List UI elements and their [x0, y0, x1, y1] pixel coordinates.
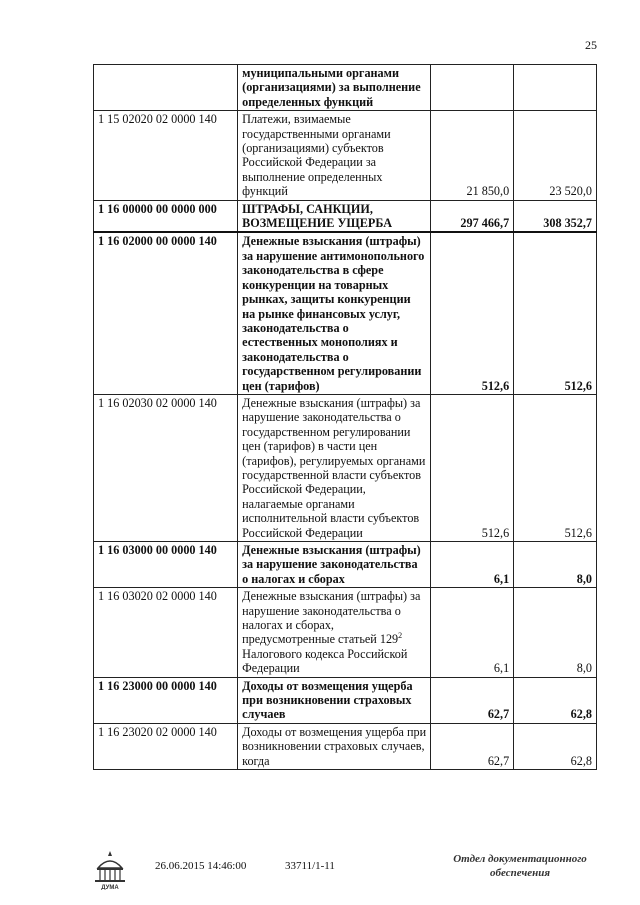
budget-code-cell: 1 15 02020 02 0000 140 — [94, 111, 238, 200]
budget-code-cell: 1 16 02030 02 0000 140 — [94, 394, 238, 541]
item-name-cell — [238, 677, 431, 723]
amount-2016-cell: 21 850,0 — [431, 111, 514, 200]
amount-2017-cell: 8,0 — [514, 588, 597, 677]
amount-2016-cell: 297 466,7 — [431, 200, 514, 232]
budget-code-cell: 1 16 02000 00 0000 140 — [94, 232, 238, 394]
item-name-tail: Налогового кодекса Российской Федерации — [242, 646, 408, 676]
table-row — [94, 677, 597, 723]
budget-code-cell: 1 16 03020 02 0000 140 — [94, 588, 238, 677]
dept-line-2: обеспечения — [489, 867, 550, 879]
department-stamp — [450, 852, 590, 880]
table-row — [94, 111, 597, 200]
table-row — [94, 588, 597, 677]
amount-2016-cell: 62,7 — [431, 677, 514, 723]
svg-text:ДУМА: ДУМА — [101, 885, 119, 890]
table-row — [94, 542, 597, 588]
amount-2017-cell: 62,8 — [514, 677, 597, 723]
amount-2016-cell: 512,6 — [431, 394, 514, 541]
item-name-text: Платежи, взимаемые государственными органами (организациями) субъектов Российской Федерации за выполнение определенных функций — [242, 112, 391, 199]
item-name-cell — [238, 111, 431, 200]
table-row — [94, 723, 597, 769]
table-row — [94, 232, 597, 394]
article-superscript: 2 — [398, 631, 403, 641]
amount-2017-cell: 8,0 — [514, 542, 597, 588]
item-name-cell — [238, 200, 431, 232]
amount-2017-cell: 512,6 — [514, 232, 597, 394]
item-name-text: Доходы от возмещения ущерба при возникновении страховых случаев, когда — [242, 724, 427, 768]
page-number: 25 — [585, 38, 597, 52]
item-name-cell — [238, 542, 431, 588]
amount-2016-cell: 6,1 — [431, 588, 514, 677]
table-row — [94, 65, 597, 111]
budget-table — [93, 64, 597, 770]
budget-code-cell: 1 16 03000 00 0000 140 — [94, 542, 238, 588]
item-name-text: Доходы от возмещения ущерба при возникновении страховых случаев — [242, 678, 413, 722]
footer-doc-id: 33711/1-11 — [285, 860, 335, 872]
item-name-cell — [238, 232, 431, 394]
amount-2016-cell — [431, 65, 514, 111]
amount-2016-cell: 6,1 — [431, 542, 514, 588]
budget-code-cell: 1 16 00000 00 0000 000 — [94, 200, 238, 232]
amount-2016-cell: 62,7 — [431, 723, 514, 769]
item-name-text: Денежные взыскания (штрафы) за нарушение законодательства о налогах и сборах — [242, 543, 421, 586]
amount-2017-cell — [514, 65, 597, 111]
dept-line-1: Отдел документационного — [453, 853, 587, 865]
item-name-cell — [238, 65, 431, 111]
table-row — [94, 394, 597, 541]
amount-2017-cell: 512,6 — [514, 394, 597, 541]
item-name-text: Денежные взыскания (штрафы) за нарушение законодательства о налогах и сборах, предусмотренные статьей 129 — [242, 589, 421, 647]
item-name-text: Денежные взыскания (штрафы) за нарушение законодательства о государственном регулировании цен (тарифов) в части цен (тарифов), регулируемых органами государственной власти субъектов Российской Федерации, налагаемые органами исполнительной власти субъектов Российской Федерации — [242, 395, 426, 540]
item-name-cell — [238, 394, 431, 541]
amount-2017-cell: 308 352,7 — [514, 200, 597, 232]
item-name-cell — [238, 588, 431, 677]
amount-2017-cell: 62,8 — [514, 723, 597, 769]
amount-2017-cell: 23 520,0 — [514, 111, 597, 200]
budget-code-cell: 1 16 23020 02 0000 140 — [94, 723, 238, 769]
item-name-text: Денежные взыскания (штрафы) за нарушение антимонопольного законодательства в сфере конкуренции на товарных рынках, защиты конкуренции на рынке финансовых услуг, законодательства о естественных монополиях и законодательства о государственном регулировании цен (тарифов) — [242, 234, 425, 393]
table-row — [94, 200, 597, 232]
item-name-text: ШТРАФЫ, САНКЦИИ, ВОЗМЕЩЕНИЕ УЩЕРБА — [242, 201, 393, 231]
budget-code-cell — [94, 65, 238, 111]
item-name-text: муниципальными органами (организациями) за выполнение определенных функций — [242, 66, 421, 109]
duma-logo-icon — [90, 848, 130, 890]
budget-code-cell: 1 16 23000 00 0000 140 — [94, 677, 238, 723]
amount-2016-cell: 512,6 — [431, 232, 514, 394]
item-name-cell — [238, 723, 431, 769]
footer-datetime: 26.06.2015 14:46:00 — [155, 860, 247, 872]
